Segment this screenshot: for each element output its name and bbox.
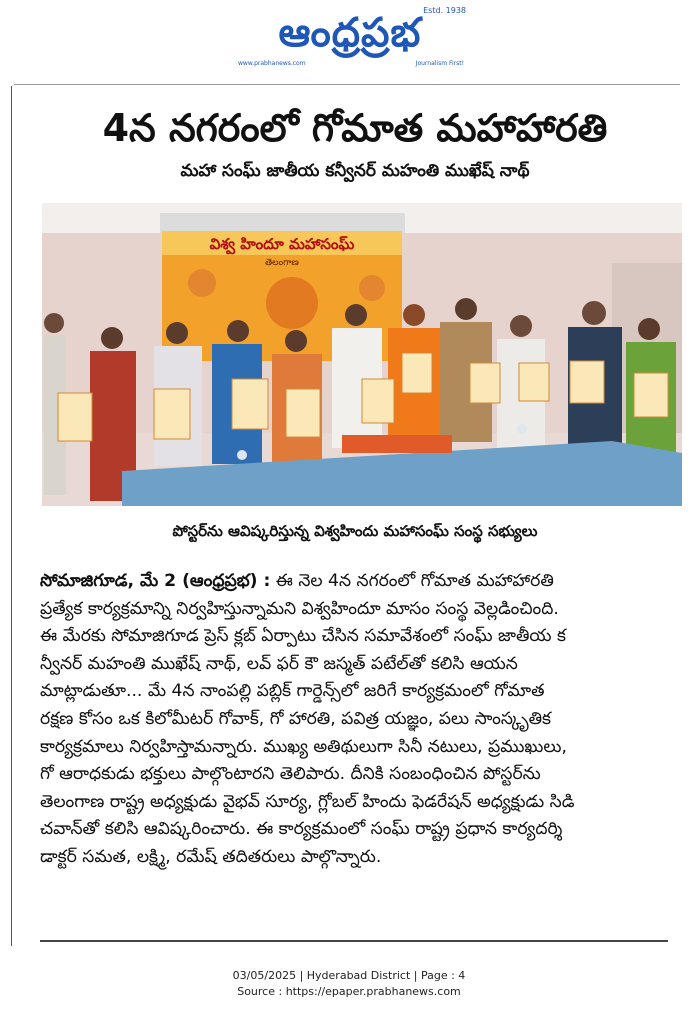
footer-edition-info: 03/05/2025 | Hyderabad District | Page : 4 [232,969,466,982]
article-line-6: రక్షణ కోసం ఒక కిలోమీటర్ గోవాక్, గో హారతి, పవిత్ర యజ్ఞం, పలు సాంస్కృతిక [40,708,551,729]
article-subheadline: మహా సంఘ్ జాతీయ కన్వీనర్ మహంతి ముఖేష్ నాథ్ [180,161,530,181]
top-divider [14,84,680,85]
article-line-8: గో ఆరాధకుడు భక్తులు పాల్గొంటారని తెలిపారు. దీనికి సంబంధించిన పోస్టర్‌ను [40,764,541,785]
article-photo [42,203,682,506]
logo-tagline: Journalism First! [415,60,464,67]
article-line-2: ప్రత్యేక కార్యక్రమాన్ని నిర్వహిస్తున్నామని విశ్వహిందూ మాసం సంస్థ వెల్లడించింది. [40,598,559,619]
newspaper-logo [232,8,468,70]
article-line-5: మాట్లాడుతూ... మే 4న నాంపల్లి పబ్లిక్ గార్డెన్స్‌లో జరిగే కార్యక్రమంలో గోమాత [40,681,545,702]
masthead [0,0,698,78]
bottom-divider [40,940,668,942]
article-body [40,568,675,928]
article-line-10: చవాన్‌తో కలిసి ఆవిష్కరించారు. ఈ కార్యక్రమంలో సంఘ్ రాష్ట్ర ప్రధాన కార్యదర్శి [40,819,563,840]
article-line-1-text: ఈ నెల 4న నగరంలో గోమాత మహాహారతి [275,571,554,591]
article-line-9: తెలంగాణ రాష్ట్ర అధ్యక్షుడు వైభవ్ సూర్య, గ్లోబల్ హిందు ఫెడరేషన్ అధ్యక్షుడు సిడి [40,791,575,812]
article-line-1 [40,568,675,596]
banner-title: విశ్వ హిందూ మహాసంఘ్ [209,235,355,253]
logo-established: Estd. 1938 [423,6,466,15]
article-line-7: కార్యక్రమాలు నిర్వహిస్తామన్నారు. ముఖ్య అతిథులుగా సినీ నటులు, ప్రముఖులు, [40,736,567,757]
photo-illustration [42,203,682,506]
logo-wordmark: ఆంధ్రప్రభ [278,10,422,56]
article-line-11: డాక్టర్ సమత, లక్ష్మి, రమేష్ తదితరులు పాల్గొన్నారు. [40,846,382,867]
article-dateline: సోమాజిగూడ, మే 2 (ఆంధ్రప్రభ) : [40,571,271,591]
page-footer [0,968,698,1000]
footer-source-link[interactable]: Source : https://epaper.prabhanews.com [237,985,461,998]
left-column-rule [11,86,12,946]
logo-url: www.prabhanews.com [238,60,306,67]
photo-caption: పోస్టర్‌ను ఆవిష్కరిస్తున్న విశ్వహిందు మహాసంఘ్ సంస్థ సభ్యులు [172,522,538,540]
banner-subtitle: తెలంగాణ [265,258,299,268]
article-headline: 4న నగరంలో గోమాత మహాహారతి [102,106,608,150]
article-line-3: ఈ మేరకు సోమాజిగూడ ప్రెస్ క్లబ్ ఏర్పాటు చేసిన సమావేశంలో సంఘ్ జాతీయ క [40,626,566,647]
article-line-4: న్వీనర్ మహంతి ముఖేష్ నాథ్, లవ్ ఫర్ కౌ జస్మత్ పటేల్‌తో కలిసి ఆయన [40,653,518,674]
